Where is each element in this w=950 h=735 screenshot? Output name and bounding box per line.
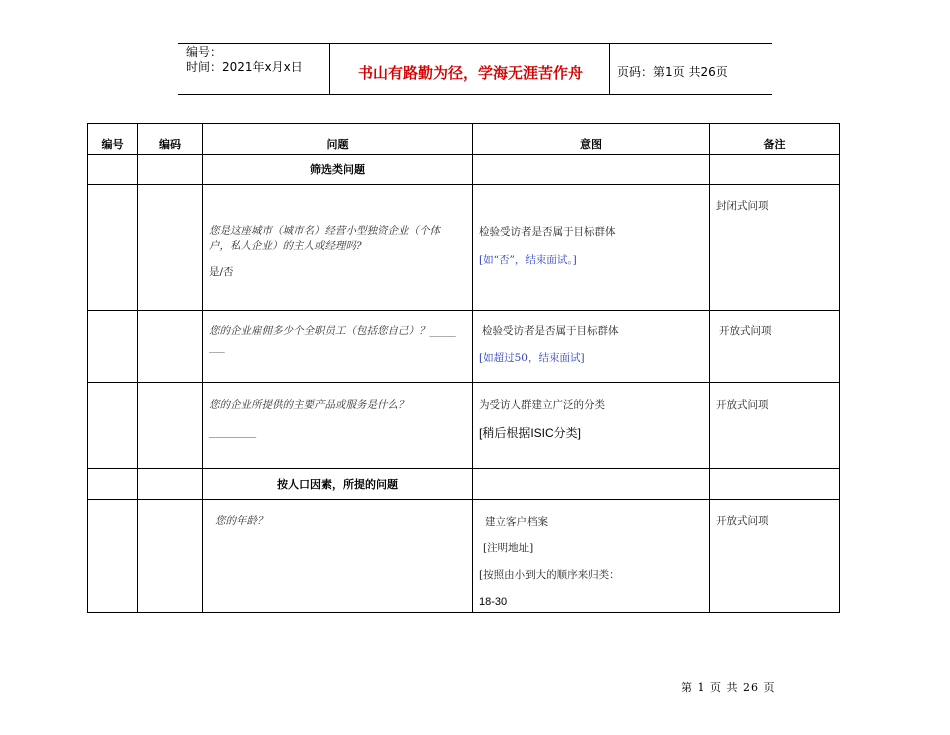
table-header-row [88,124,840,155]
age-range: 18-30 [479,596,508,608]
header-top-rule [178,43,772,44]
page-footer: 第 1 页 共 26 页 [681,681,776,694]
section-row-demographics [88,469,840,500]
doc-number-label: 编号： [186,45,223,59]
answer-blank: _________ [209,426,257,438]
intent-text: 为受访人群建立广泛的分类 [479,399,605,411]
header-divider-1 [329,43,330,94]
question-text: 您的年龄？ [215,515,268,527]
question-text: 您是这座城市（城市名）经营小型独资企业（个体 [209,225,440,237]
intent-note-sort: [按照由小到大的顺序来归类： [479,569,620,581]
intent-note: [如超过50，结束面试] [479,352,585,364]
col-header-intent: 意图 [473,124,710,155]
intent-text: 建立客户档案 [485,516,548,528]
question-text: 您的企业雇佣多少个全职员工（包括您自己）？_____ [209,325,456,337]
table-row [88,500,840,613]
question-text-cont: 户，私人企业）的主人或经理吗? [209,240,362,252]
col-header-code: 编码 [138,124,203,155]
remark-text: 开放式问项 [716,399,769,411]
remark-text: 开放式问项 [716,515,769,527]
intent-note: [稍后根据ISIC分类] [479,426,582,440]
header-left-block [186,45,303,75]
section-row-screening [88,155,840,185]
table-row [88,185,840,311]
col-header-remark: 备注 [710,124,840,155]
intent-text: 检验受访者是否属于目标群体 [479,226,616,238]
answer-options: 是/否 [209,266,234,278]
col-header-number: 编号 [88,124,138,155]
questionnaire-table [87,123,840,613]
remark-text: 开放式问项 [719,325,772,337]
remark-text: 封闭式问项 [716,200,769,212]
question-text: 您的企业所提供的主要产品或服务是什么？ [209,399,409,411]
section-title-screening: 筛选类问题 [203,155,473,185]
col-header-question: 问题 [203,124,473,155]
doc-time-label: 时间：2021年x月x日 [186,60,303,74]
table-row [88,311,840,383]
question-text-cont: ___ [209,341,225,353]
header-page-info: 页码：第1页 共26页 [617,65,728,79]
intent-note: [注明地址] [483,542,534,554]
header-bottom-rule [178,94,772,95]
table-row [88,383,840,469]
intent-note: [如“否”，结束面试。] [479,254,577,266]
section-title-demographics: 按人口因素，所提的问题 [203,469,473,500]
intent-text: 检验受访者是否属于目标群体 [482,325,619,337]
header-motto: 书山有路勤为径，学海无涯苦作舟 [357,64,583,82]
